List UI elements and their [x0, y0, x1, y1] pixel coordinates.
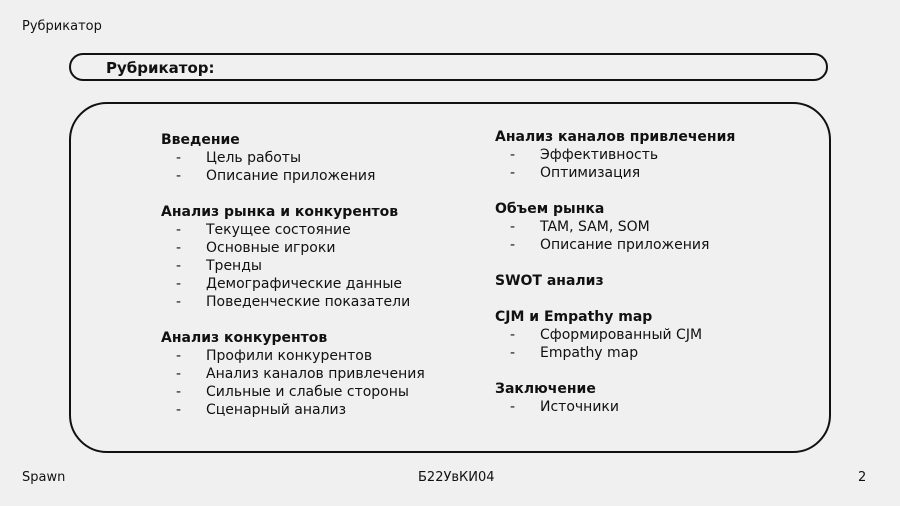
outline-section [495, 380, 735, 416]
bullet-dash: - [176, 384, 182, 400]
outline-section [495, 308, 735, 362]
outline-item [161, 365, 425, 383]
outline-item [161, 167, 398, 185]
section-title: Анализ конкурентов [161, 330, 328, 346]
outline-item [495, 398, 735, 416]
page-title: Рубрикатор: [106, 59, 215, 77]
outline-section [161, 329, 425, 419]
outline-item [495, 236, 735, 254]
section-title: Анализ рынка и конкурентов [161, 204, 399, 220]
section-title: Введение [161, 132, 240, 148]
right-column [495, 128, 735, 434]
bullet-dash: - [176, 222, 182, 238]
outline-item-label: Описание приложения [206, 168, 376, 184]
bullet-dash: - [510, 165, 516, 181]
footer-author: Spawn [22, 470, 66, 485]
outline-item-label: Тренды [206, 258, 262, 274]
bullet-dash: - [176, 348, 182, 364]
bullet-dash: - [176, 168, 182, 184]
outline-section [495, 200, 735, 254]
bullet-dash: - [510, 219, 516, 235]
bullet-dash: - [510, 399, 516, 415]
outline-section [161, 203, 411, 311]
outline-item-label: Сценарный анализ [206, 402, 347, 418]
outline-item [161, 347, 398, 365]
header-label: Рубрикатор [22, 19, 102, 34]
outline-item [495, 218, 735, 236]
bullet-dash: - [176, 366, 182, 382]
section-title: CJM и Empathy map [495, 309, 653, 325]
outline-item-label: Демографические данные [206, 276, 402, 292]
outline-item [161, 275, 402, 293]
outline-item [161, 149, 398, 167]
outline-item-label: Поведенческие показатели [206, 294, 411, 310]
outline-item-label: Сформированный CJM [540, 327, 703, 343]
bullet-dash: - [176, 258, 182, 274]
bullet-dash: - [510, 237, 516, 253]
bullet-dash: - [176, 240, 182, 256]
outline-item-label: Описание приложения [540, 237, 710, 253]
outline-item-label: Сильные и слабые стороны [206, 384, 409, 400]
section-title: Анализ каналов привлечения [495, 129, 736, 145]
outline-item [161, 401, 398, 419]
outline-item [495, 146, 735, 164]
bullet-dash: - [510, 327, 516, 343]
left-column [161, 131, 425, 437]
outline-section [161, 131, 398, 185]
bullet-dash: - [510, 147, 516, 163]
outline-item-label: Профили конкурентов [206, 348, 373, 364]
footer-group-code: Б22УвКИ04 [418, 470, 495, 485]
outline-item-label: Цель работы [206, 150, 302, 166]
bullet-dash: - [510, 345, 516, 361]
section-title: Объем рынка [495, 201, 605, 217]
footer-page-number: 2 [858, 470, 867, 485]
outline-item-label: Текущее состояние [206, 222, 351, 238]
bullet-dash: - [176, 402, 182, 418]
section-title: Заключение [495, 381, 596, 397]
outline-item [161, 293, 411, 311]
outline-item-label: Анализ каналов привлечения [206, 366, 425, 382]
outline-item [495, 326, 735, 344]
outline-item-label: Источники [540, 399, 619, 415]
outline-item [161, 383, 409, 401]
title-bar [69, 53, 828, 81]
outline-item-label: Основные игроки [206, 240, 336, 256]
outline-item [161, 239, 398, 257]
outline-section [495, 128, 735, 182]
outline-item-label: Эффективность [540, 147, 659, 163]
outline-item [495, 344, 735, 362]
bullet-dash: - [176, 276, 182, 292]
outline-section [495, 272, 735, 290]
outline-item-label: Оптимизация [540, 165, 641, 181]
outline-item [161, 221, 398, 239]
outline-item-label: Empathy map [540, 345, 639, 361]
section-title: SWOT анализ [495, 273, 604, 289]
outline-item [495, 164, 735, 182]
outline-item [161, 257, 398, 275]
bullet-dash: - [176, 294, 182, 310]
outline-item-label: TAM, SAM, SOM [540, 219, 650, 235]
bullet-dash: - [176, 150, 182, 166]
